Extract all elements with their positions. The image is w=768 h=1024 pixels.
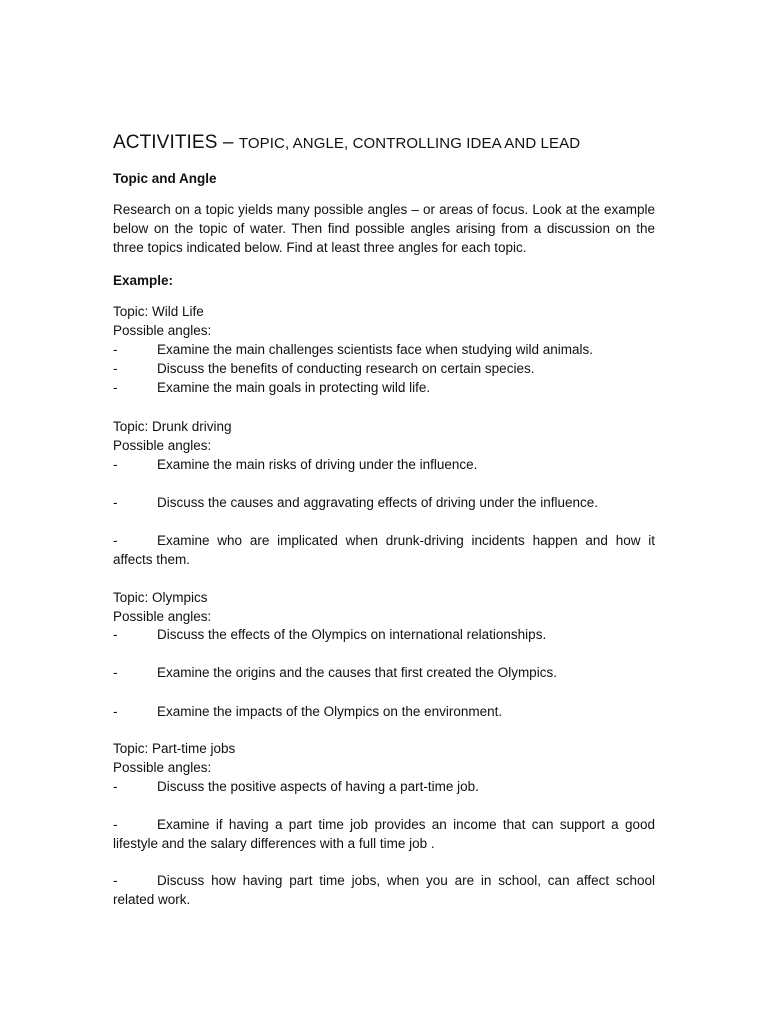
angle-text: Discuss the causes and aggravating effects of driving under the influence. [157,495,599,510]
topic-title: Topic: Olympics [113,590,208,605]
angle-text: Examine the main goals in protecting wild life. [157,380,431,395]
bullet-dash: - [113,533,118,548]
angle-item [113,340,655,359]
angle-item [113,531,655,569]
angle-text: Examine the impacts of the Olympics on the environment. [157,704,503,719]
angle-text: Examine who are implicated when drunk-driving incidents happen and how it affects them. [113,533,655,567]
bullet-dash: - [113,495,118,510]
angles-label: Possible angles: [113,760,212,775]
topic-title: Topic: Wild Life [113,304,204,319]
angles-label: Possible angles: [113,609,212,624]
bullet-dash: - [113,627,118,642]
bullet-dash: - [113,704,118,719]
angle-text: Examine the origins and the causes that first created the Olympics. [157,665,557,680]
angle-text: Discuss the positive aspects of having a part-time job. [157,779,479,794]
title-main: ACTIVITIES [113,132,218,153]
angle-item [113,815,655,853]
angle-text: Examine the main challenges scientists face when studying wild animals. [157,342,593,357]
bullet-dash: - [113,380,118,395]
angle-text: Discuss the benefits of conducting research on certain species. [157,361,535,376]
angle-text: Examine the main risks of driving under the influence. [157,457,478,472]
bullet-dash: - [113,817,118,832]
intro-paragraph: Research on a topic yields many possible angles – or areas of focus. Look at the example below on the topic of water. Then find possible angles arising from a discussion on the three topics indicated below. Find at least three angles for each topic. [113,202,655,255]
angle-item [113,777,655,796]
angle-item [113,625,655,644]
angle-item [113,663,655,682]
bullet-dash: - [113,873,118,888]
angle-item [113,359,655,378]
angle-item [113,455,655,474]
angle-item [113,378,655,397]
angle-text: Examine if having a part time job provides an income that can support a good lifestyle and the salary differences with a full time job . [113,817,655,851]
bullet-dash: - [113,779,118,794]
topic-block-wild-life [113,302,655,397]
topic-title: Topic: Part-time jobs [113,741,236,756]
bullet-dash: - [113,342,118,357]
angle-item [113,702,655,721]
angles-label: Possible angles: [113,438,212,453]
angles-label: Possible angles: [113,323,212,338]
bullet-dash: - [113,361,118,376]
page-title [113,130,580,157]
topic-block-olympics [113,588,655,626]
angle-item [113,493,655,512]
bullet-dash: - [113,457,118,472]
title-dash: – [217,132,239,153]
section-heading: Topic and Angle [113,171,217,186]
angle-text: Discuss the effects of the Olympics on international relationships. [157,627,547,642]
topic-block-drunk-driving [113,417,655,455]
topic-title: Topic: Drunk driving [113,419,232,434]
angle-text: Discuss how having part time jobs, when you are in school, can affect school related work. [113,873,655,907]
angle-item [113,871,655,909]
example-label: Example: [113,273,174,288]
topic-block-part-time-jobs [113,739,655,777]
title-subtitle: TOPIC, ANGLE, CONTROLLING IDEA AND LEAD [238,135,581,152]
bullet-dash: - [113,665,118,680]
